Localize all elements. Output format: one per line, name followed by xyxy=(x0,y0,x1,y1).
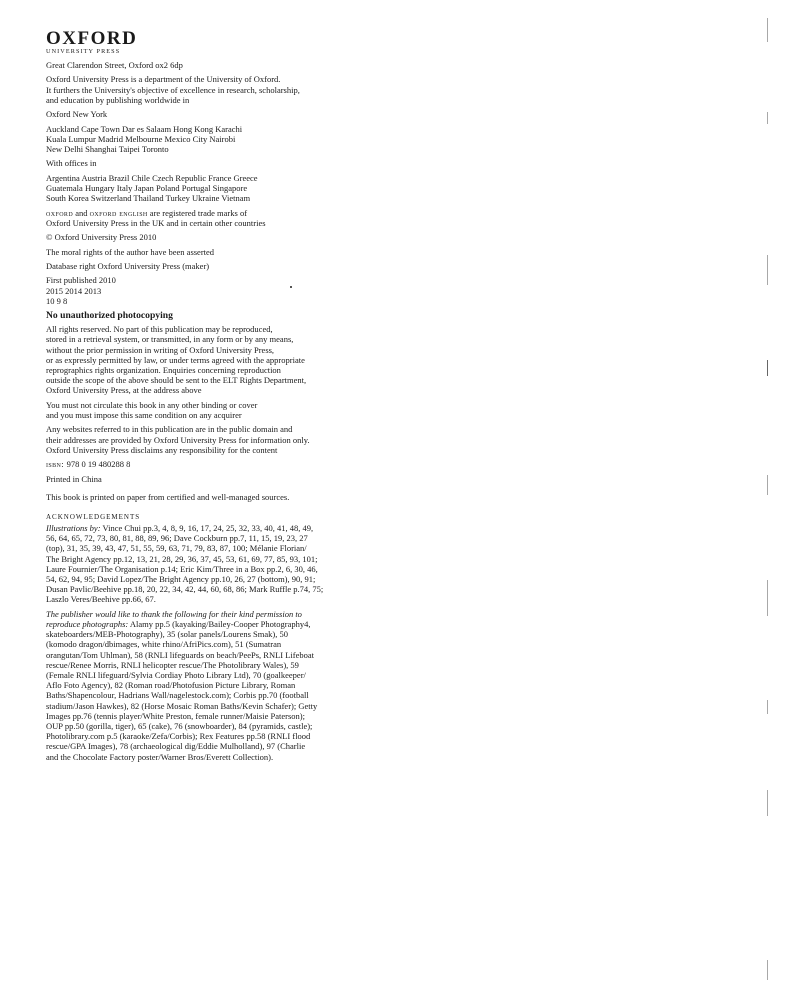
rights-reserved-notice xyxy=(46,324,376,395)
main-cities: Oxford New York xyxy=(46,109,108,120)
illustration-credits xyxy=(46,523,376,605)
websites-disclaimer xyxy=(46,424,376,455)
text-line xyxy=(46,523,376,533)
trademark-rest: are registered trade marks of xyxy=(147,207,248,218)
text-line: Oxford University Press, at the address above xyxy=(46,385,202,396)
text-line: Kuala Lumpur Madrid Melbourne Mexico City Nairobi xyxy=(46,133,236,144)
text-line: Dusan Pavlic/Beehive pp.18, 20, 22, 34, 42, 44, 60, 68, 86; Mark Ruffle p.74, 75; xyxy=(46,584,324,595)
text-line: rescue/GPA Images), 78 (archaeological dig/Eddie Mulholland), 97 (Charlie xyxy=(46,741,306,752)
edition-info xyxy=(46,275,376,306)
text-line: or as expressly permitted by law, or under terms agreed with the appropriate xyxy=(46,354,305,365)
text-line xyxy=(46,619,376,629)
text-line: It furthers the University's objective of excellence in research, scholarship, xyxy=(46,84,300,95)
text-line: (top), 31, 35, 39, 43, 47, 51, 55, 59, 63, 71, 79, 83, 87, 100; Mélanie Florian/ xyxy=(46,543,307,554)
scan-edge-mark xyxy=(767,112,768,124)
text-line: Laszlo Veres/Beehive pp.66, 67. xyxy=(46,594,156,605)
text-line: their addresses are provided by Oxford University Press for information only. xyxy=(46,434,310,445)
city-list xyxy=(46,124,376,155)
scan-edge-mark xyxy=(767,360,768,376)
text-line: Guatemala Hungary Italy Japan Poland Portugal Singapore xyxy=(46,182,248,193)
mission-statement xyxy=(46,74,376,105)
scan-speck xyxy=(290,286,292,288)
scan-edge-mark xyxy=(767,700,768,714)
credit-text: Vince Chui pp.3, 4, 8, 9, 16, 17, 24, 25, 32, 33, 40, 41, 48, 49, xyxy=(100,522,314,533)
text-line: Images pp.76 (tennis player/White Preston, female runner/Maisie Paterson); xyxy=(46,710,305,721)
text-line: Photolibrary.com p.5 (karaoke/Zefa/Corbis); Rex Features pp.58 (RNLI flood xyxy=(46,731,311,742)
photo-credits xyxy=(46,609,376,762)
text-line: Auckland Cape Town Dar es Salaam Hong Kong Karachi xyxy=(46,123,243,134)
trademark-and: and xyxy=(73,207,90,218)
printed-in-line: Printed in China xyxy=(46,473,102,484)
no-photocopying-heading: No unauthorized photocopying xyxy=(46,310,173,322)
office-country-list xyxy=(46,173,376,204)
text-line: Any websites referred to in this publication are in the public domain and xyxy=(46,424,293,435)
text-line: Laure Fournier/The Organisation p.14; Eric Kim/Three in a Box pp.2, 6, 30, 46, xyxy=(46,563,318,574)
text-line: (Female RNLI lifeguard/Sylvia Cordiay Photo Library Ltd), 70 (goalkeeper/ xyxy=(46,669,306,680)
text-line: and you must impose this same condition on any acquirer xyxy=(46,409,242,420)
scan-edge-mark xyxy=(767,255,768,285)
text-line: Baths/Shapencolour, Hadrians Wall/nagelestock.com); Corbis pp.70 (football xyxy=(46,690,309,701)
text-line: The Bright Agency pp.12, 13, 21, 28, 29, 36, 37, 45, 53, 61, 69, 77, 85, 93, 101; xyxy=(46,553,318,564)
text-line: 10 9 8 xyxy=(46,295,68,306)
paper-source-note: This book is printed on paper from certified and well-managed sources. xyxy=(46,491,290,502)
photo-credits-intro: The publisher would like to thank the following for their kind permission to xyxy=(46,608,302,619)
text-line: First published 2010 xyxy=(46,275,116,286)
scan-edge-mark xyxy=(767,960,768,980)
text-line: 2015 2014 2013 xyxy=(46,285,102,296)
isbn-line xyxy=(46,459,376,469)
text-line: and the Chocolate Factory poster/Warner Bros/Everett Collection). xyxy=(46,751,274,762)
text-line: rescue/Renee Morris, RNLI helicopter rescue/The Photolibrary Wales), 59 xyxy=(46,659,299,670)
isbn-value: 978 0 19 480288 8 xyxy=(66,459,131,470)
logo-subtitle: UNIVERSITY PRESS xyxy=(46,48,121,55)
isbn-label: isbn: xyxy=(46,459,67,470)
scan-edge-mark xyxy=(767,475,768,495)
text-line: All rights reserved. No part of this publication may be reproduced, xyxy=(46,324,273,335)
text-line: South Korea Switzerland Thailand Turkey Ukraine Vietnam xyxy=(46,193,251,204)
text-line: orangutan/Tom Uhlman), 58 (RNLI lifeguards on beach/PeePs, RNLI Lifeboat xyxy=(46,649,315,660)
publisher-address: Great Clarendon Street, Oxford ox2 6dp xyxy=(46,60,183,70)
text-line: outside the scope of the above should be sent to the ELT Rights Department, xyxy=(46,375,307,386)
text-line: 54, 62, 94, 95; David Lopez/The Bright Agency pp.10, 26, 27 (bottom), 90, 91; xyxy=(46,573,316,584)
trademark-notice xyxy=(46,208,376,228)
text-line: New Delhi Shanghai Taipei Toronto xyxy=(46,143,169,154)
text-line: Argentina Austria Brazil Chile Czech Republic France Greece xyxy=(46,172,258,183)
text-line: Aflo Foto Agency), 82 (Roman road/Photofusion Picture Library, Roman xyxy=(46,680,296,691)
scan-edge-mark xyxy=(767,790,768,816)
text-line: reprographics rights organization. Enquiries concerning reproduction xyxy=(46,364,281,375)
circulation-notice xyxy=(46,400,376,420)
text-line: Oxford University Press disclaims any responsibility for the content xyxy=(46,444,278,455)
photo-credits-intro-end: reproduce photographs: xyxy=(46,618,129,629)
text-line: (komodo dragon/dbimages, white rhino/AfriPics.com), 51 (Sumatran xyxy=(46,639,282,650)
trademark-oxford: oxford xyxy=(46,207,74,218)
text-line: stored in a retrieval system, or transmitted, in any form or by any means, xyxy=(46,334,294,345)
text-line: Oxford University Press is a department of the University of Oxford. xyxy=(46,74,281,85)
moral-rights-line: The moral rights of the author have been asserted xyxy=(46,246,215,257)
publisher-logo xyxy=(46,30,376,56)
text-line: without the prior permission in writing of Oxford University Press, xyxy=(46,344,275,355)
text-line: You must not circulate this book in any other binding or cover xyxy=(46,399,258,410)
offices-intro: With offices in xyxy=(46,158,97,169)
acknowledgements-heading: ACKNOWLEDGEMENTS xyxy=(46,512,141,521)
database-right-line: Database right Oxford University Press (maker) xyxy=(46,260,210,271)
text-line: Oxford University Press in the UK and in certain other countries xyxy=(46,217,266,228)
copyright-line: © Oxford University Press 2010 xyxy=(46,232,157,243)
credit-text: Alamy pp.5 (kayaking/Bailey-Cooper Photography4, xyxy=(128,618,311,629)
text-line xyxy=(46,208,376,218)
text-line: and education by publishing worldwide in xyxy=(46,94,190,105)
scan-edge-mark xyxy=(767,580,768,616)
text-line: 56, 64, 65, 72, 73, 80, 81, 88, 89, 96; Dave Cockburn pp.7, 11, 15, 19, 23, 27 xyxy=(46,533,308,544)
scan-edge-mark xyxy=(767,18,768,42)
trademark-oxford-english: oxford english xyxy=(89,207,148,218)
imprint-page xyxy=(46,30,376,766)
logo-name: OXFORD xyxy=(46,28,138,49)
illustrations-label: Illustrations by: xyxy=(46,522,101,533)
text-line: skateboarders/MEB-Photography), 35 (solar panels/Lourens Smak), 50 xyxy=(46,629,288,640)
text-line: OUP pp.50 (gorilla, tiger), 65 (cake), 76 (snowboarder), 84 (pyramids, castle); xyxy=(46,720,313,731)
text-line: stadium/Jason Hawkes), 82 (Horse Mosaic Roman Baths/Kevin Schafer); Getty xyxy=(46,700,318,711)
